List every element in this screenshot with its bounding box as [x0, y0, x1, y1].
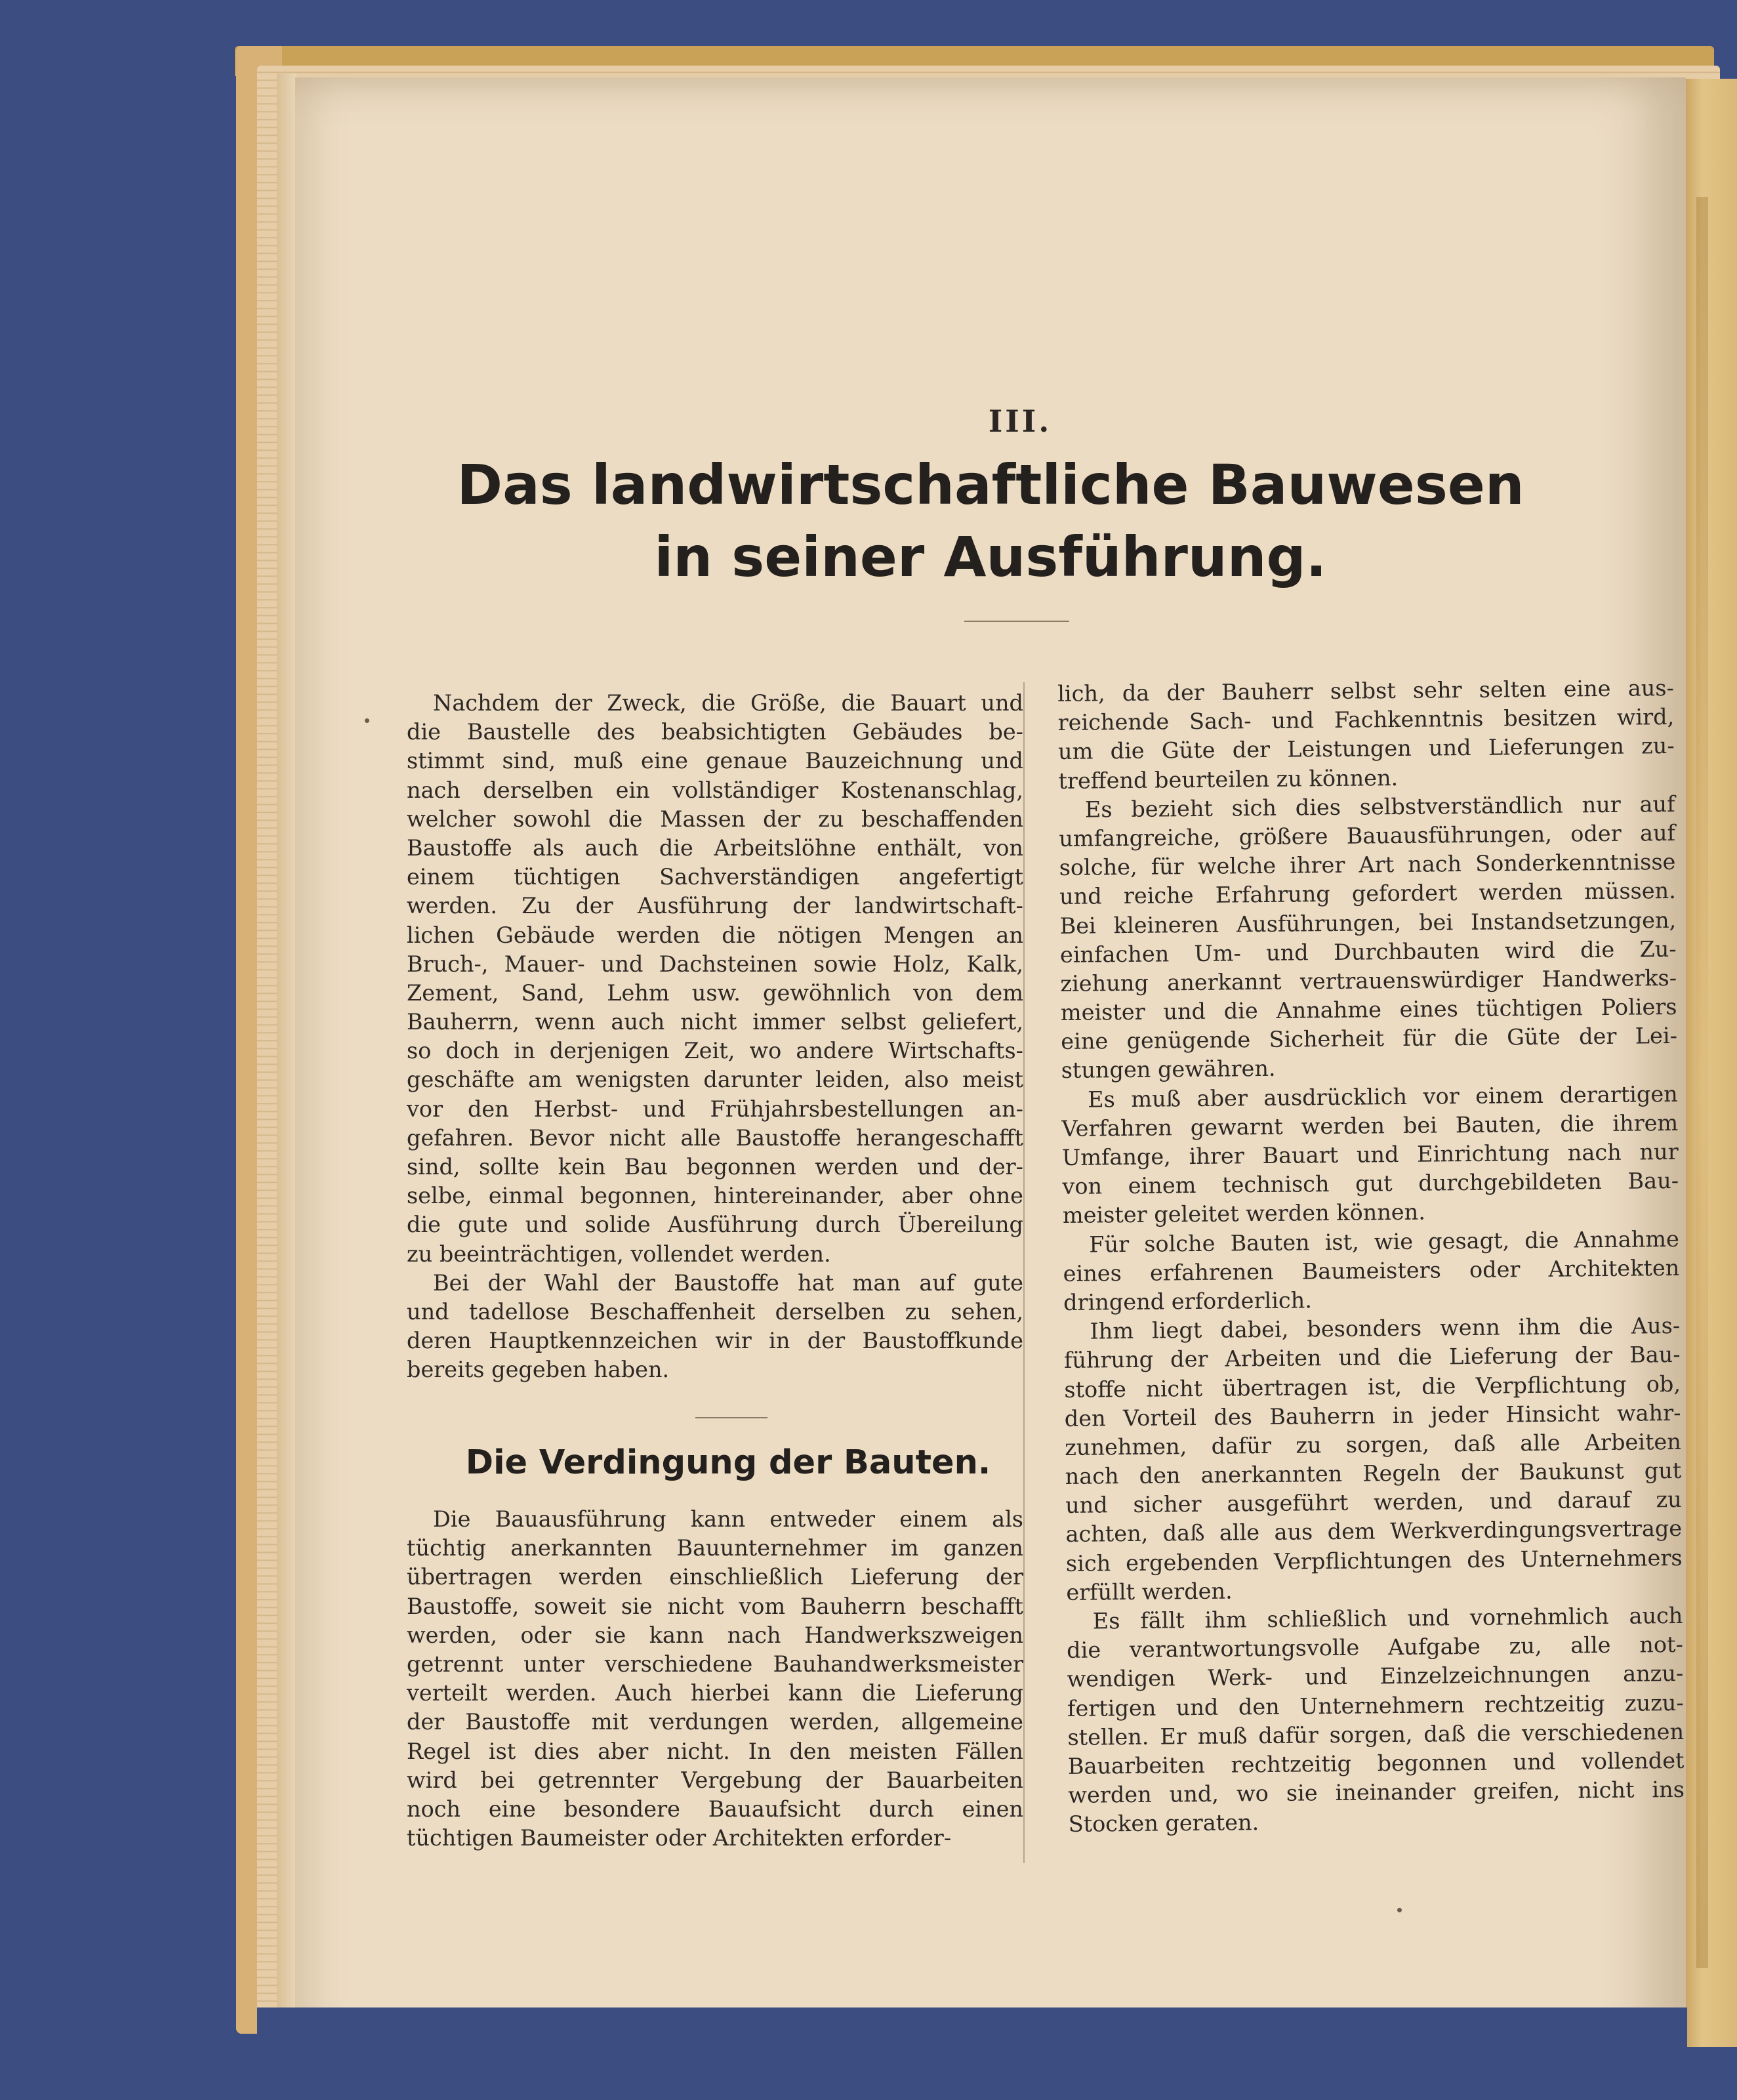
text-line: einem tüchtigen Sachverständigen angefertigt [407, 864, 1023, 890]
column-separator [1023, 682, 1025, 1863]
text-line: ziehung anerkannt vertrauenswürdiger Handwerks- [1060, 964, 1677, 997]
text-line: vor den Herbst- und Frühjahrsbestellungen an- [407, 1096, 1023, 1122]
section-body-text [407, 1505, 1023, 1853]
text-line: stoffe nicht übertragen ist, die Verpflichtung ob, [1064, 1370, 1681, 1403]
text-line: von einem technisch gut durchgebildeten Bau- [1062, 1168, 1679, 1200]
text-line: zu beeinträchtigen, vollendet werden. [407, 1241, 831, 1267]
text-line: noch eine besondere Bauaufsicht durch einen [407, 1796, 1023, 1822]
text-line: tüchtig anerkannten Bauunternehmer im ganzen [407, 1535, 1023, 1561]
text-line: stellen. Er muß dafür sorgen, daß die verschiedenen [1067, 1718, 1685, 1750]
text-line: eine genügende Sicherheit für die Güte der Lei- [1061, 1023, 1678, 1055]
text-line: Ihm liegt dabei, besonders wenn ihm die Aus- [1090, 1313, 1681, 1344]
text-line: führung der Arbeiten und die Lieferung der Bau- [1063, 1342, 1681, 1374]
text-line: bereits gegeben haben. [407, 1357, 670, 1383]
text-line: und tadellose Beschaffenheit derselben zu sehen, [407, 1298, 1023, 1325]
text-line: den Vorteil des Bauherrn in jeder Hinsicht wahr- [1064, 1399, 1681, 1431]
text-line: die verantwortungsvolle Aufgabe zu, alle not- [1067, 1632, 1684, 1664]
text-line: Bei der Wahl der Baustoffe hat man auf gute [433, 1269, 1023, 1296]
text-line: zunehmen, dafür zu sorgen, daß alle Arbeiten [1065, 1428, 1682, 1460]
text-line: der Baustoffe mit verdungen werden, allgemeine [407, 1709, 1023, 1735]
background-below-book [257, 2007, 1687, 2100]
spine-shadow [1696, 197, 1708, 1968]
chapter-title-line-2: in seiner Ausführung. [654, 525, 1327, 589]
text-line: die gute und solide Ausführung durch Übereilung [407, 1212, 1023, 1238]
text-line: eines erfahrenen Baumeisters oder Architekten [1063, 1254, 1680, 1287]
text-line: und sicher ausgeführt werden, und darauf zu [1065, 1487, 1682, 1519]
text-line: welcher sowohl die Massen der zu beschaffenden [407, 806, 1023, 832]
text-line: getrennt unter verschiedene Bauhandwerksmeister [407, 1651, 1023, 1677]
facing-page-edge [1679, 79, 1737, 2047]
text-line: wird bei getrennter Vergebung der Bauarbeiten [407, 1767, 1023, 1793]
text-line: Umfange, ihrer Bauart und Einrichtung nach nur [1061, 1138, 1679, 1170]
section-heading: Die Verdingung der Bauten. [465, 1443, 991, 1482]
text-line: Regel ist dies aber nicht. In den meisten Fällen [407, 1738, 1023, 1764]
text-line: geschäfte am wenigsten darunter leiden, also meist [407, 1067, 1023, 1093]
text-line: Die Bauausführung kann entweder einem als [433, 1506, 1023, 1532]
text-line: nach derselben ein vollständiger Kostenanschlag, [407, 777, 1023, 803]
text-line: tüchtigen Baumeister oder Architekten erforder- [407, 1825, 952, 1851]
text-line: Verfahren gewarnt werden bei Bauten, die ihrem [1061, 1109, 1679, 1142]
text-line: stimmt sind, muß eine genaue Bauzeichnung und [407, 748, 1023, 774]
text-line: um die Güte der Leistungen und Lieferungen zu- [1057, 733, 1675, 765]
text-line: stungen gewähren. [1061, 1056, 1276, 1084]
text-line: verteilt werden. Auch hierbei kann die Lieferung [407, 1680, 1023, 1706]
page-fore-edge [277, 73, 296, 2061]
text-line: werden. Zu der Ausführung der landwirtschaft- [407, 893, 1023, 919]
text-line: treffend beurteilen zu können. [1058, 764, 1399, 794]
text-line: Bauarbeiten rechtzeitig begonnen und vollendet [1067, 1747, 1685, 1779]
text-line: wendigen Werk- und Einzelzeichnungen anzu- [1067, 1660, 1684, 1693]
text-line: sich ergebenden Verpflichtungen des Unternehmers [1065, 1544, 1683, 1576]
text-line: werden und, wo sie ineinander greifen, nicht ins [1068, 1777, 1685, 1809]
text-line: Es fällt ihm schließlich und vornehmlich auch [1092, 1602, 1683, 1634]
text-line: reichende Sach- und Fachkenntnis besitzen wird, [1057, 704, 1675, 736]
text-line: einfachen Um- und Durchbauten wird die Zu- [1059, 936, 1677, 968]
section-divider [695, 1417, 767, 1418]
right-column-text [1057, 674, 1685, 1839]
text-line: so doch in derjenigen Zeit, wo andere Wirtschafts- [407, 1038, 1023, 1064]
paper-speck [365, 718, 369, 723]
text-line: Stocken geraten. [1068, 1809, 1259, 1838]
text-line: selbe, einmal begonnen, hintereinander, aber ohne [407, 1183, 1023, 1209]
chapter-number: III. [988, 403, 1052, 439]
text-line: Zement, Sand, Lehm usw. gewöhnlich von dem [407, 979, 1023, 1006]
text-line: lich, da der Bauherr selbst sehr selten eine aus- [1057, 674, 1675, 707]
text-line: sind, sollte kein Bau begonnen werden und der- [407, 1154, 1023, 1180]
text-line: Es bezieht sich dies selbstverständlich nur auf [1084, 791, 1675, 823]
text-line: Für solche Bauten ist, wie gesagt, die Annahme [1089, 1225, 1680, 1258]
title-divider [964, 621, 1069, 622]
text-line: Bruch-, Mauer- und Dachsteinen sowie Holz, Kalk, [407, 951, 1023, 977]
text-line: Nachdem der Zweck, die Größe, die Bauart und [433, 690, 1023, 716]
text-line: Bauherrn, wenn auch nicht immer selbst geliefert, [407, 1009, 1023, 1035]
text-line: Es muß aber ausdrücklich vor einem derartigen [1087, 1081, 1678, 1113]
text-line: solche, für welche ihrer Art nach Sonderkenntnisse [1059, 849, 1676, 881]
chapter-title-line-1: Das landwirtschaftliche Bauwesen [457, 453, 1524, 517]
text-line: die Baustelle des beabsichtigten Gebäudes be- [407, 719, 1023, 745]
text-line: nach den anerkannten Regeln der Baukunst gut [1065, 1457, 1682, 1490]
text-line: Baustoffe als auch die Arbeitslöhne enthält, von [407, 834, 1023, 861]
text-line: dringend erforderlich. [1063, 1287, 1313, 1315]
text-line: werden, oder sie kann nach Handwerkszweigen [407, 1622, 1023, 1648]
text-line: umfangreiche, größere Bauausführungen, oder auf [1059, 819, 1676, 852]
text-line: lichen Gebäude werden die nötigen Mengen an [407, 922, 1023, 948]
paper-speck [1397, 1908, 1402, 1912]
text-line: Bei kleineren Ausführungen, bei Instandsetzungen, [1059, 907, 1677, 939]
text-line: fertigen und den Unternehmern rechtzeitig zuzu- [1067, 1689, 1684, 1721]
text-line: erfüllt werden. [1066, 1578, 1233, 1605]
left-column-text [407, 689, 1023, 1385]
text-line: übertragen werden einschließlich Lieferung der [407, 1564, 1023, 1590]
text-line: deren Hauptkennzeichen wir in der Baustoffkunde [407, 1328, 1023, 1354]
text-line: gefahren. Bevor nicht alle Baustoffe herangeschafft [407, 1124, 1023, 1151]
text-line: Baustoffe, soweit sie nicht vom Bauherrn beschafft [407, 1593, 1023, 1619]
text-line: achten, daß alle aus dem Werkverdingungsvertrage [1065, 1515, 1683, 1548]
text-line: meister und die Annahme eines tüchtigen Poliers [1060, 994, 1677, 1026]
text-line: meister geleitet werden können. [1062, 1199, 1426, 1229]
text-line: und reiche Erfahrung gefordert werden müssen. [1059, 878, 1676, 910]
